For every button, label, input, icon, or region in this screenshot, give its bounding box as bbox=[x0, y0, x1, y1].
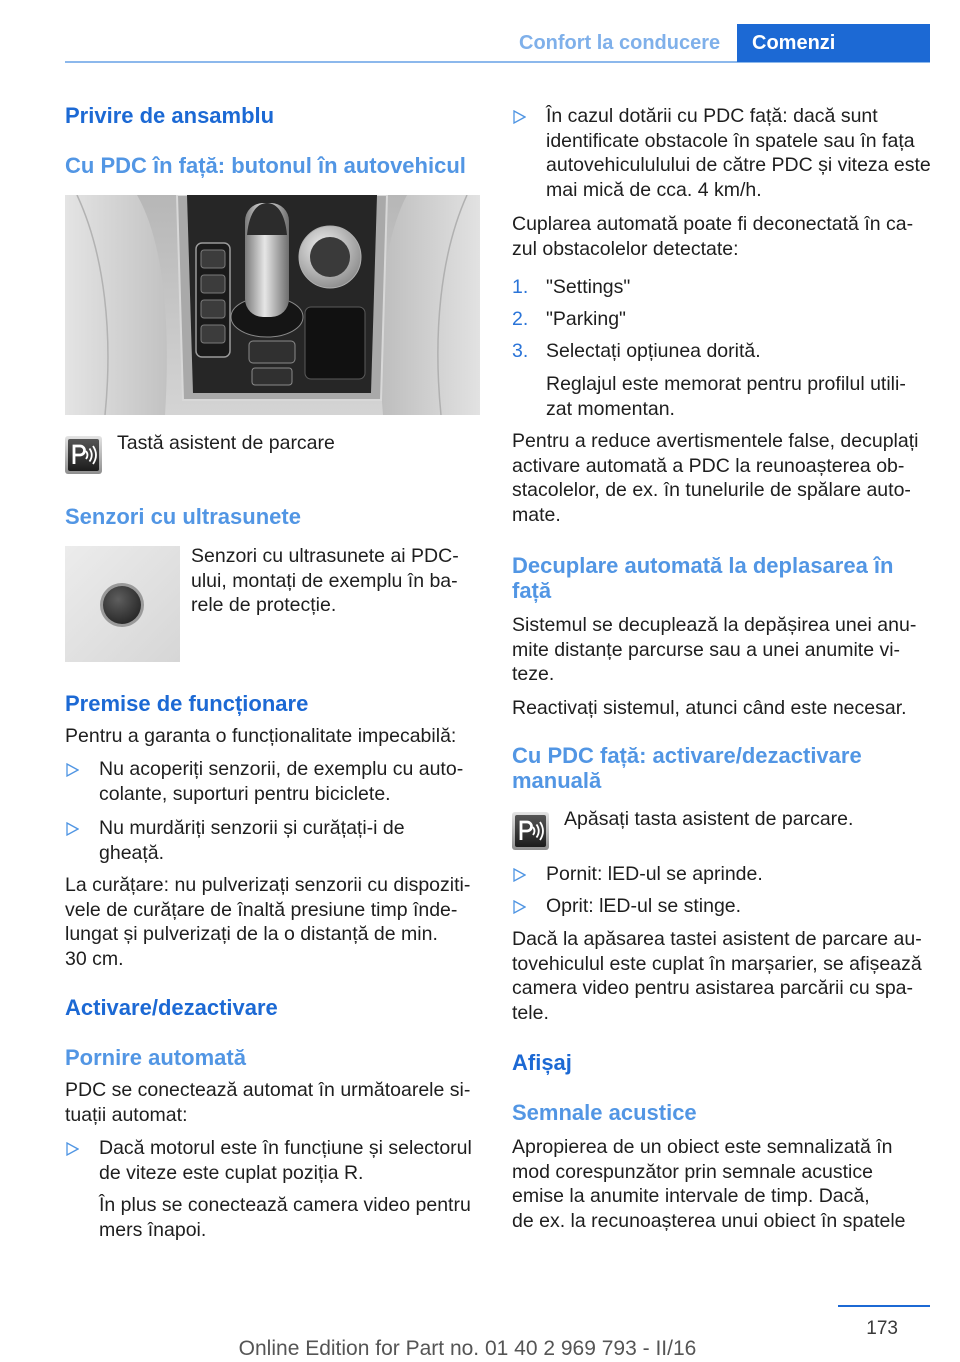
header-chapter-label: Comenzi bbox=[752, 32, 836, 54]
auto-off-heading: Decuplare automată la deplasarea în față bbox=[512, 553, 894, 603]
ultrasonic-sensor-photo bbox=[65, 546, 180, 662]
step-number: 3. bbox=[512, 340, 529, 362]
prerequisite-item-text: Nu acoperiți senzorii, de exemplu cu auto- colante, suporturi pentru biciclete. bbox=[99, 758, 464, 805]
auto-off-text: Sistemul se decuplează la depășirea unei anu- mite distanțe parcurse sau a unei anumite vi- teze. bbox=[512, 614, 917, 686]
reverse-note: Dacă la apăsarea tastei asistent de parcare au- tovehiculul este cuplat în marșarier, se afișează camera video pentru asistarea parcării cu spa- tele. bbox=[512, 928, 922, 1024]
step-item bbox=[512, 275, 930, 300]
acoustic-heading: Semnale acustice bbox=[512, 1100, 697, 1125]
manual-heading: Cu PDC față: activare/dezactivare manuală bbox=[512, 743, 862, 793]
storage-tray bbox=[305, 307, 365, 379]
front-pdc-item bbox=[512, 104, 932, 201]
auto-start-heading: Pornire automată bbox=[65, 1045, 246, 1070]
step-text: Selectați opțiunea dorită. bbox=[546, 340, 761, 362]
step-text: "Parking" bbox=[546, 308, 626, 330]
manual-caption: Apăsați tasta asistent de parcare. bbox=[564, 808, 854, 830]
front-pdc-item-text: În cazul dotării cu PDC față: dacă sunt identificate obstacole în spatele sau în fața autovehicululului de către PDC și viteza este mai mică de cca. 4 km/h. bbox=[546, 105, 931, 201]
header-section-title: Confort la conducere bbox=[519, 32, 721, 54]
strip-button-3 bbox=[201, 300, 225, 318]
cleaning-note: La curățare: nu pulverizați senzorii cu dispoziti- vele de curățare de înaltă presiune timp înde- lungat și pulverizați de la o distanță de min. 30 cm. bbox=[65, 874, 471, 970]
false-warning-note: Pentru a reduce avertismentele false, decuplați activare automată a PDC la reunoașterea ob- stacolelor, de ex. în tunelurile de spălare auto- mate. bbox=[512, 430, 919, 526]
acoustic-text: Apropierea de un obiect este semnalizată în mod corespunzător prin semnale acustice emise la anumite intervale de timp. Dacă, de ex. la recunoașterea unui obiect în spatele bbox=[512, 1136, 906, 1232]
idrive-touchpad bbox=[310, 237, 350, 277]
strip-button-1 bbox=[201, 250, 225, 268]
park-assist-button bbox=[201, 325, 225, 343]
step-item bbox=[512, 339, 930, 364]
manual-item bbox=[512, 862, 932, 888]
footer-rule bbox=[838, 1305, 930, 1307]
auto-start-item bbox=[65, 1136, 485, 1184]
step-text: "Settings" bbox=[546, 276, 631, 298]
triangle-bullet-icon bbox=[513, 110, 526, 124]
manual-item bbox=[512, 894, 932, 920]
triangle-bullet-icon bbox=[66, 1142, 79, 1156]
manual-item-text: Pornit: lED-ul se aprinde. bbox=[546, 863, 763, 885]
step-number: 2. bbox=[512, 308, 529, 330]
prerequisite-item-text: Nu murdăriți senzorii și curățați-i de gheață. bbox=[99, 817, 405, 864]
activation-heading: Activare/dezactivare bbox=[65, 995, 278, 1020]
display-heading: Afișaj bbox=[512, 1050, 572, 1075]
header-chapter-tab bbox=[737, 24, 930, 62]
center-console-photo bbox=[65, 195, 480, 415]
prerequisites-intro: Pentru a garanta o funcționalitate impecabilă: bbox=[65, 725, 457, 747]
sensors-description: Senzori cu ultrasunete ai PDC- ului, montați de exemplu în ba- rele de protecție. bbox=[191, 545, 459, 617]
auto-start-item-text: Dacă motorul este în funcțiune și selectorul de viteze este cuplat poziția R. bbox=[99, 1137, 472, 1184]
sensor-membrane bbox=[103, 586, 141, 624]
button-heading: Cu PDC în față: butonul în autovehicul bbox=[65, 153, 466, 178]
auto-start-intro: PDC se conectează automat în următoarele si- tuații automat: bbox=[65, 1079, 471, 1126]
disable-intro: Cuplarea automată poate fi deconectată în ca- zul obstacolelor detectate: bbox=[512, 213, 914, 260]
overview-heading: Privire de ansamblu bbox=[65, 103, 275, 128]
strip-button-2 bbox=[201, 275, 225, 293]
page-number: 173 bbox=[866, 1318, 898, 1339]
park-assist-button-icon bbox=[512, 812, 549, 850]
steps-note: Reglajul este memorat pentru profilul utili- zat momentan. bbox=[546, 373, 906, 420]
step-item bbox=[512, 307, 930, 332]
prerequisite-item bbox=[65, 816, 485, 864]
parking-brake-button bbox=[249, 341, 295, 363]
edition-footer: Online Edition for Part no. 01 40 2 969 793 - II/16 bbox=[238, 1337, 697, 1360]
reactivate-text: Reactivați sistemul, atunci când este necesar. bbox=[512, 697, 907, 719]
triangle-bullet-icon bbox=[66, 763, 79, 777]
button-caption: Tastă asistent de parcare bbox=[117, 432, 335, 454]
park-assist-button-icon bbox=[65, 436, 102, 474]
prerequisite-item bbox=[65, 757, 485, 805]
triangle-bullet-icon bbox=[513, 900, 526, 914]
step-number: 1. bbox=[512, 276, 529, 298]
prerequisites-heading: Premise de funcționare bbox=[65, 691, 309, 716]
triangle-bullet-icon bbox=[513, 868, 526, 882]
sensors-heading: Senzori cu ultrasunete bbox=[65, 504, 301, 529]
triangle-bullet-icon bbox=[66, 822, 79, 836]
manual-item-text: Oprit: lED-ul se stinge. bbox=[546, 895, 742, 917]
auto-start-note: În plus se conectează camera video pentru mers înapoi. bbox=[99, 1194, 471, 1241]
auto-hold-button bbox=[252, 368, 292, 385]
right-seat bbox=[380, 195, 480, 415]
